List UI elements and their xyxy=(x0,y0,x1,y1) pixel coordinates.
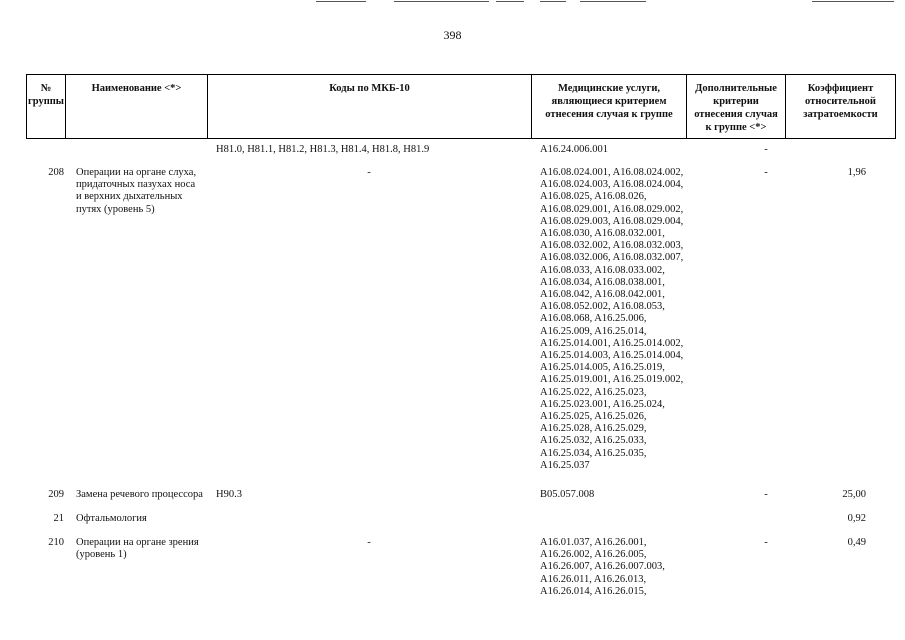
header-name: Наименование <*> xyxy=(66,75,208,138)
table-row-2-service-line-19: A16.25.022, A16.25.023, xyxy=(540,386,647,398)
page-number: 398 xyxy=(443,28,462,42)
table-row-3-name-line-1: Замена речевого процессора xyxy=(76,489,203,500)
table-row-2-service-line-13: A16.08.068, A16.25.006, xyxy=(540,313,647,325)
table-row-5-icd-codes: - xyxy=(367,537,371,548)
table-row-2-service-line-21: A16.25.025, A16.25.026, xyxy=(540,411,647,422)
header-extra-criteria: Дополнительные критерии отнесения случая к группе <*> xyxy=(687,75,786,138)
table-row-2-service-line-9: A16.08.033, A16.08.033.002, xyxy=(540,264,665,276)
header-group-number: № группы xyxy=(27,75,66,138)
table-row-5-service-line-3: A16.26.007, A16.26.007.003, xyxy=(540,561,665,573)
table-row-2-service-line-18: A16.25.019.001, A16.25.019.002, xyxy=(540,374,684,386)
table-row-2-service-line-5: A16.08.029.003, A16.08.029.004, xyxy=(540,215,684,227)
table-row-5-name-line-2: (уровень 1) xyxy=(76,549,127,561)
table-row-2-service-line-1: A16.08.024.001, A16.08.024.002, xyxy=(540,167,684,178)
table-row-2-service-line-14: A16.25.009, A16.25.014, xyxy=(540,325,647,337)
table-row-2-service-line-10: A16.08.034, A16.08.038.001, xyxy=(540,276,665,288)
table-row-2-name-line-4: путях (уровень 5) xyxy=(76,203,155,215)
table-row-2-service-line-23: A16.25.032, A16.25.033, xyxy=(540,435,647,447)
table-row-3-service-line-1: B05.057.008 xyxy=(540,489,595,500)
table-row-2-service-line-7: A16.08.032.002, A16.08.032.003, xyxy=(540,240,684,252)
table-row-4-group-number: 21 xyxy=(53,513,64,524)
table-row-2-name-line-1: Операции на органе слуха, xyxy=(76,167,197,178)
table-row-2-service-line-4: A16.08.029.001, A16.08.029.002, xyxy=(540,203,684,215)
table-row-5-service-line-4: A16.26.011, A16.26.013, xyxy=(540,573,647,585)
table-row-2-service-line-22: A16.25.028, A16.25.029, xyxy=(540,423,647,435)
table-row-2-extra-criteria: - xyxy=(764,167,768,178)
table-row-2-name-line-2: придаточных пазухах носа xyxy=(76,179,196,191)
table-row-5-service-line-1: A16.01.037, A16.26.001, xyxy=(540,537,647,548)
table-row-1-icd-codes: H81.0, H81.1, H81.2, H81.3, H81.4, H81.8, H81.9 xyxy=(216,144,430,155)
table-row-5-service-line-5: A16.26.014, A16.26.015, xyxy=(540,585,647,597)
table-row-5-group-number: 210 xyxy=(48,537,64,548)
table-row-5-cost-coefficient: 0,49 xyxy=(847,537,866,548)
table-row-2-cost-coefficient: 1,96 xyxy=(847,167,866,178)
table-row-2-service-line-20: A16.25.023.001, A16.25.024, xyxy=(540,398,665,410)
table-row-3-group-number: 209 xyxy=(48,489,64,500)
table-row-2-service-line-24: A16.25.034, A16.25.035, xyxy=(540,447,647,459)
table-row-2-service-line-2: A16.08.024.003, A16.08.024.004, xyxy=(540,179,684,191)
header-icd-codes: Коды по МКБ-10 xyxy=(208,75,532,138)
table-row-2-service-line-8: A16.08.032.006, A16.08.032.007, xyxy=(540,252,684,264)
table-row-2-service-line-3: A16.08.025, A16.08.026, xyxy=(540,191,647,203)
scan-top-edge xyxy=(0,0,905,4)
table-row-4-name-line-1: Офтальмология xyxy=(76,513,147,524)
table-row-5-name-line-1: Операции на органе зрения xyxy=(76,537,199,548)
header-medical-services: Медицинские услуги, являющиеся критерием отнесения случая к группе xyxy=(532,75,687,138)
table-row-5-extra-criteria: - xyxy=(764,537,768,548)
table-row-2-service-line-16: A16.25.014.003, A16.25.014.004, xyxy=(540,350,684,361)
table-row-2-service-line-25: A16.25.037 xyxy=(540,459,590,471)
table-row-3-cost-coefficient: 25,00 xyxy=(842,489,866,500)
table-row-2-service-line-6: A16.08.030, A16.08.032.001, xyxy=(540,228,665,239)
table-row-1-extra-criteria: - xyxy=(764,144,768,155)
table-row-1-service-line-1: A16.24.006.001 xyxy=(540,144,608,155)
table-header xyxy=(26,74,896,139)
table-row-2-service-line-15: A16.25.014.001, A16.25.014.002, xyxy=(540,337,684,349)
table-row-3-icd-codes: H90.3 xyxy=(216,489,242,500)
table-row-2-icd-codes: - xyxy=(367,167,371,178)
table-row-5-service-line-2: A16.26.002, A16.26.005, xyxy=(540,549,647,561)
table-row-2-name-line-3: и верхних дыхательных xyxy=(76,191,183,203)
table-row-2-service-line-17: A16.25.014.005, A16.25.019, xyxy=(540,362,665,374)
table-row-3-extra-criteria: - xyxy=(764,489,768,500)
table-row-2-service-line-12: A16.08.052.002, A16.08.053, xyxy=(540,301,665,313)
table-row-4-cost-coefficient: 0,92 xyxy=(847,513,866,524)
table-row-2-service-line-11: A16.08.042, A16.08.042.001, xyxy=(540,289,665,300)
header-cost-coefficient: Коэффициент относительной затратоемкости xyxy=(803,83,878,120)
table-row-2-group-number: 208 xyxy=(48,167,64,178)
